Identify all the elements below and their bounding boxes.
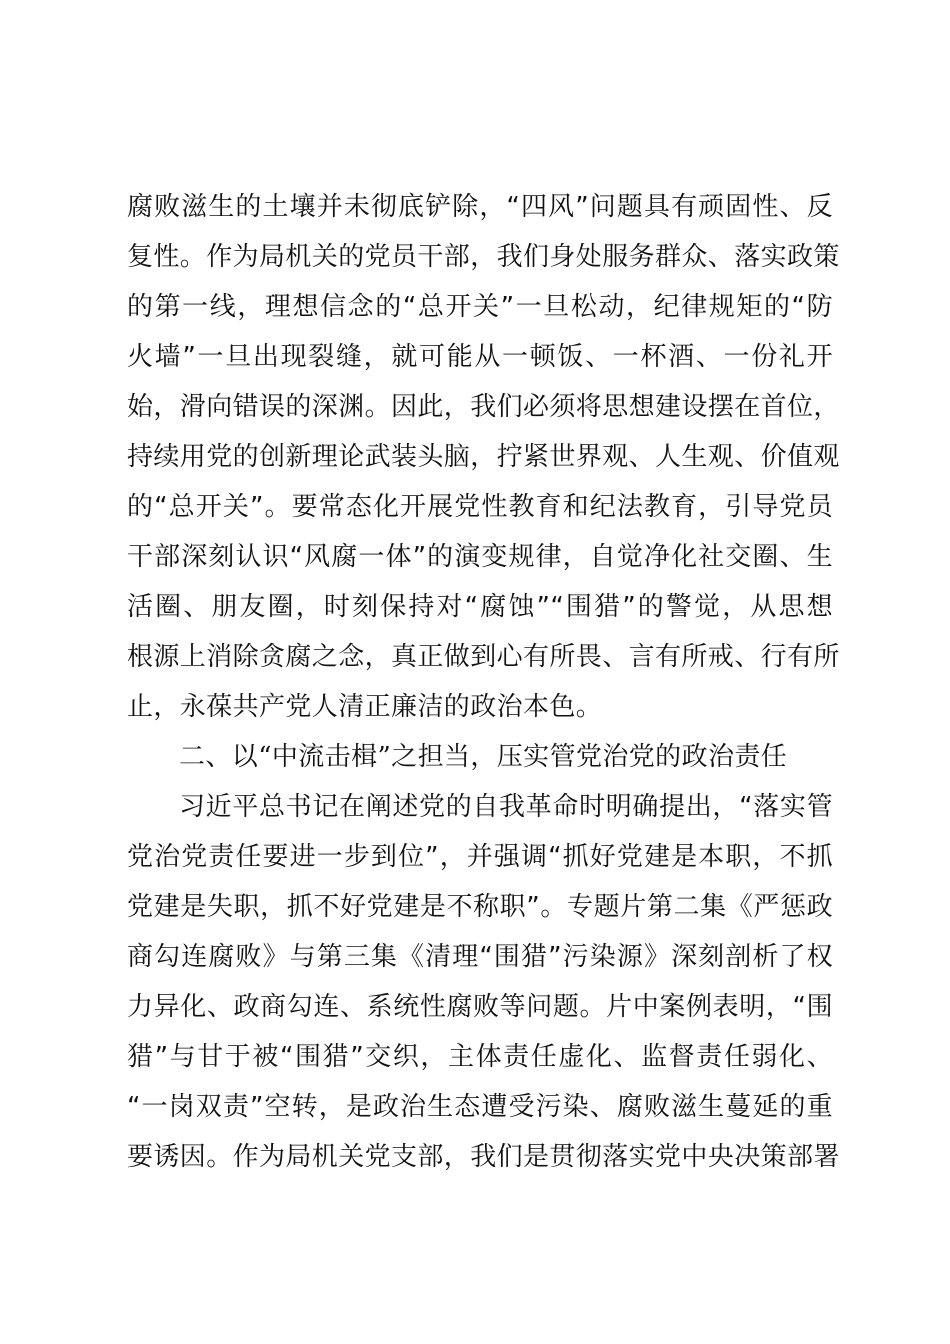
text-line: 党治党责任要进一步到位”，并强调“抓好党建是本职，不抓 xyxy=(127,842,833,872)
text-line: 止，永葆共产党人清正廉洁的政治本色。 xyxy=(127,692,603,722)
text-line: 党建是失职，抓不好党建是不称职”。专题片第二集《严惩政 xyxy=(127,892,833,922)
text-line: 力异化、政商勾连、系统性腐败等问题。片中案例表明，“围 xyxy=(127,992,833,1022)
text-line: 干部深刻认识“风腐一体”的演变规律，自觉净化社交圈、生 xyxy=(127,542,833,572)
text-line: 始，滑向错误的深渊。因此，我们必须将思想建设摆在首位， xyxy=(127,392,840,422)
text-line: 要诱因。作为局机关党支部，我们是贯彻落实党中央决策部署 xyxy=(127,1142,840,1172)
paragraph-continuation xyxy=(127,182,840,732)
text-line: 火墙”一旦出现裂缝，就可能从一顿饭、一杯酒、一份礼开 xyxy=(127,342,833,372)
text-line: 猎”与甘于被“围猎”交织，主体责任虚化、监督责任弱化、 xyxy=(127,1042,833,1072)
text-line: “一岗双责”空转，是政治生态遭受污染、腐败滋生蔓延的重 xyxy=(127,1092,833,1122)
text-line: 根源上消除贪腐之念，真正做到心有所畏、言有所戒、行有所 xyxy=(127,642,840,672)
text-line: 的第一线，理想信念的“总开关”一旦松动，纪律规矩的“防 xyxy=(127,292,833,322)
text-line: 活圈、朋友圈，时刻保持对“腐蚀”“围猎”的警觉，从思想 xyxy=(127,592,833,622)
document-page xyxy=(127,182,840,1182)
text-line: 的“总开关”。要常态化开展党性教育和纪法教育，引导党员 xyxy=(127,492,833,522)
text-line: 习近平总书记在阐述党的自我革命时明确提出，“落实管 xyxy=(179,792,833,822)
text-line: 商勾连腐败》与第三集《清理“围猎”污染源》深刻剖析了权 xyxy=(127,942,833,972)
text-line: 腐败滋生的土壤并未彻底铲除，“四风”问题具有顽固性、反 xyxy=(127,192,833,222)
paragraph-section2 xyxy=(127,782,840,1182)
section-heading: 二、以“中流击楫”之担当，压实管党治党的政治责任 xyxy=(179,742,788,772)
text-line: 复性。作为局机关的党员干部，我们身处服务群众、落实政策 xyxy=(127,242,840,272)
text-line: 持续用党的创新理论武装头脑，拧紧世界观、人生观、价值观 xyxy=(127,442,840,472)
